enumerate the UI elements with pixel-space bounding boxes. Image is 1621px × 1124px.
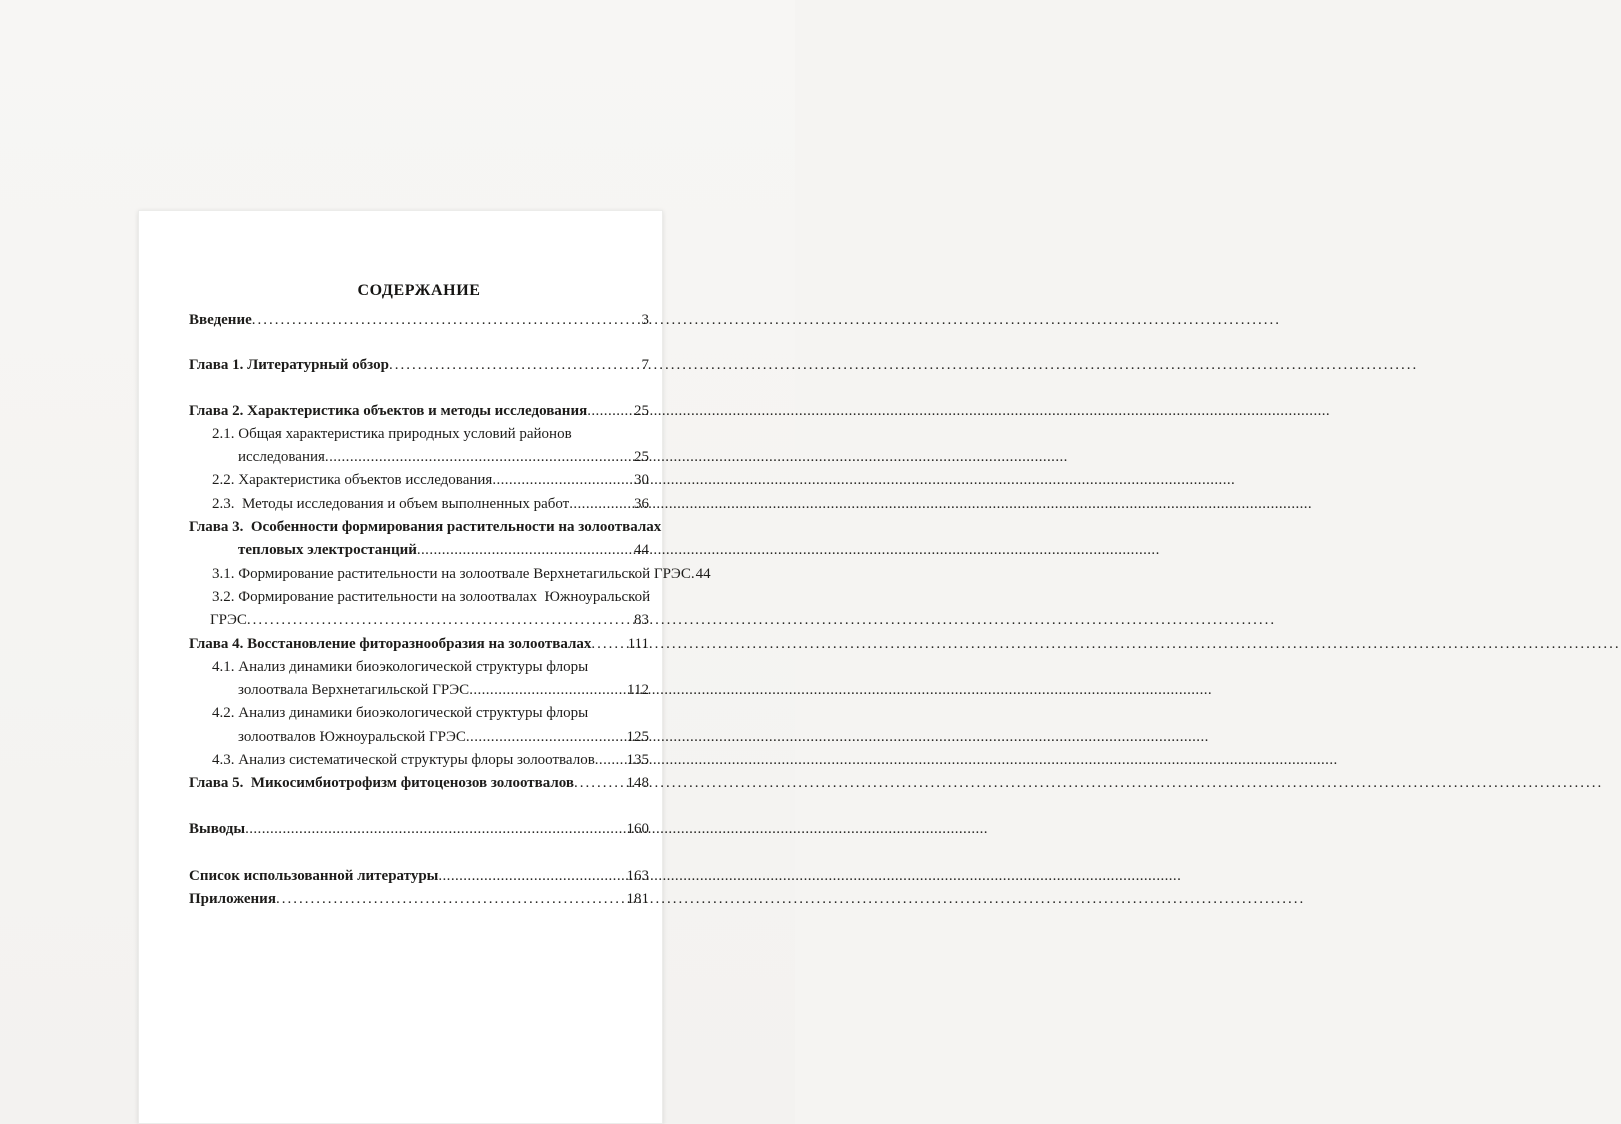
toc-entry-label: Глава 5. Микосимбиотрофизм фитоценозов золоотвалов <box>189 775 575 792</box>
dot-leader <box>587 400 633 423</box>
toc-entry-label: Глава 3. Особенности формирования растительности на золоотвалах <box>189 519 662 536</box>
toc-entry-label: 2.3. Методы исследования и объем выполненных работ <box>212 495 570 512</box>
dot-leader <box>438 865 625 888</box>
scan-background <box>0 0 795 1124</box>
toc-entry-page-number: 7 <box>641 357 649 374</box>
toc-entry-label: золоотвалов Южноуральской ГРЭС <box>238 728 466 745</box>
toc-entry-page-number: 44 <box>634 542 649 559</box>
dot-leader <box>492 469 633 492</box>
toc-entry <box>189 609 649 632</box>
toc-entry <box>189 400 649 423</box>
toc-entry <box>189 818 649 841</box>
toc-entry <box>189 493 649 516</box>
toc-entry-label: Выводы <box>189 820 246 837</box>
toc-entry-label: ГРЭС <box>210 612 247 629</box>
toc-entry-label: 4.1. Анализ динамики биоэкологической структуры флоры <box>212 658 589 675</box>
toc-entry-label: 3.1. Формирование растительности на золоотвале Верхнетагильской ГРЭС <box>212 565 691 582</box>
toc-entry <box>189 726 649 749</box>
toc-entry <box>189 749 649 772</box>
toc-entry <box>189 516 662 539</box>
toc-entry <box>189 656 649 679</box>
toc-entry <box>189 539 649 562</box>
toc-entry <box>189 469 649 492</box>
toc-entry-label: 2.2. Характеристика объектов исследования <box>212 472 493 489</box>
toc-entry-page-number: 36 <box>634 495 649 512</box>
dot-leader <box>595 749 626 772</box>
toc-entry-label: Список использованной литературы <box>189 867 439 884</box>
toc-entry-label: исследования <box>238 449 325 466</box>
toc-entry-page-number: 30 <box>634 472 649 489</box>
document-page <box>138 210 711 1124</box>
toc-entry <box>189 586 649 609</box>
toc-entry-page-number: 112 <box>627 682 649 699</box>
page-title: СОДЕРЖАНИЕ <box>357 282 481 299</box>
toc-entry-page-number: 111 <box>627 635 649 652</box>
toc-entry-page-number: 83 <box>634 612 649 629</box>
toc-entry-page-number: 163 <box>626 867 649 884</box>
toc-entry-label: Глава 1. Литературный обзор <box>189 357 389 374</box>
dot-leader <box>469 679 626 702</box>
toc-list <box>189 309 711 912</box>
dot-leader <box>252 309 641 332</box>
toc-entry-page-number: 135 <box>626 752 649 769</box>
toc-entry-label: Приложения <box>189 891 276 908</box>
toc-entry-label: Введение <box>189 312 252 328</box>
toc-entry-label: золоотвала Верхнетагильской ГРЭС <box>238 682 470 699</box>
dot-leader <box>325 446 633 469</box>
toc-entry-page-number: 125 <box>626 728 649 745</box>
toc-entry-page-number: 44 <box>695 565 711 582</box>
toc-entry-page-number: 160 <box>626 820 649 837</box>
toc-entry-label: 3.2. Формирование растительности на золоотвалах Южноуральской <box>212 588 651 605</box>
toc-entry <box>189 446 649 469</box>
toc-entry <box>189 354 649 377</box>
toc-entry <box>189 772 649 795</box>
toc-entry-label: тепловых электростанций <box>238 542 417 559</box>
toc-entry-label: Глава 4. Восстановление фиторазнообразия на золоотвалах <box>189 635 592 652</box>
toc-entry <box>189 865 649 888</box>
toc-entry-page-number: 148 <box>626 775 649 792</box>
toc-entry <box>189 423 649 446</box>
toc-entry-page-number: 25 <box>634 449 649 466</box>
dot-leader <box>389 354 641 377</box>
toc-entry-label: Глава 2. Характеристика объектов и методы исследования <box>189 402 588 419</box>
dot-leader <box>574 772 625 795</box>
toc-entry <box>189 633 649 656</box>
toc-entry-page-number: 25 <box>634 402 649 419</box>
toc-entry <box>189 679 649 702</box>
dot-leader <box>247 609 633 632</box>
toc-entry <box>189 702 649 725</box>
dot-leader <box>245 818 625 841</box>
toc-entry <box>189 888 649 911</box>
dot-leader <box>569 493 633 516</box>
dot-leader <box>591 633 626 656</box>
toc-entry-label: 4.2. Анализ динамики биоэкологической структуры флоры <box>212 705 589 722</box>
toc-entry-label: 4.3. Анализ систематической структуры флоры золоотвалов <box>212 752 595 769</box>
toc-entry <box>189 563 711 586</box>
toc-entry-page-number: 3 <box>641 312 649 328</box>
toc-entry-label: 2.1. Общая характеристика природных условий районов <box>212 425 572 442</box>
dot-leader <box>466 726 626 749</box>
toc-entry-page-number: 181 <box>626 891 649 908</box>
dot-leader <box>276 888 626 911</box>
table-of-contents <box>189 211 711 912</box>
toc-entry <box>189 309 649 332</box>
dot-leader <box>417 539 633 562</box>
